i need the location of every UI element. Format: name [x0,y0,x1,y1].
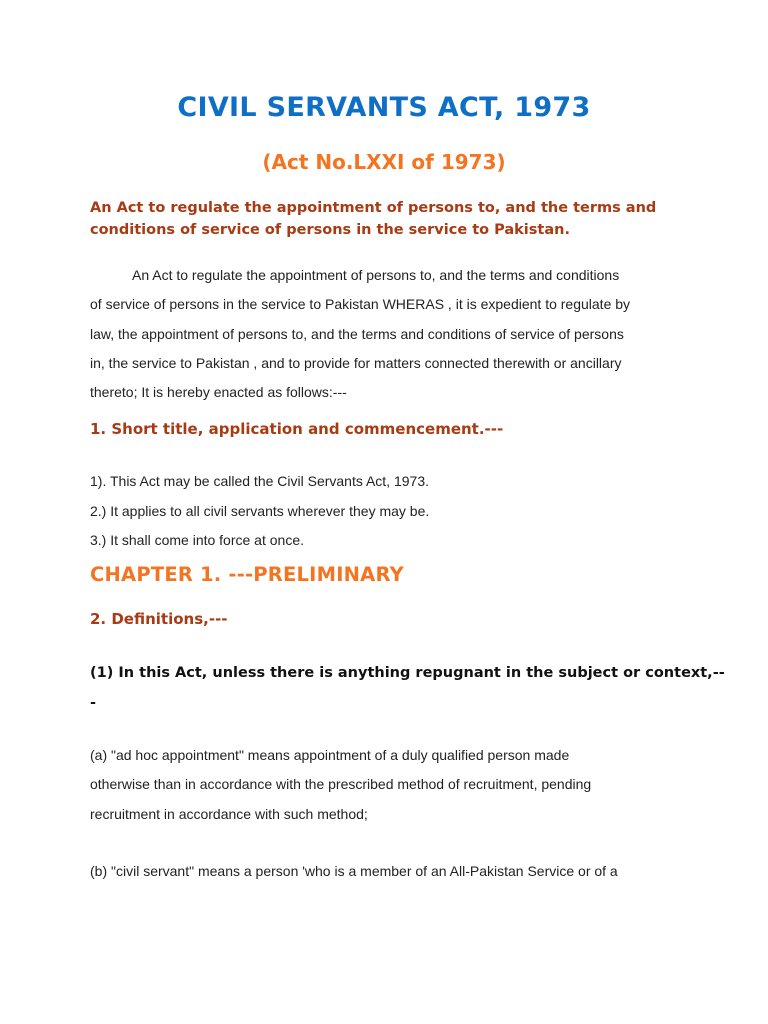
preamble-line: of service of persons in the service to Pakistan WHERAS , it is expedient to regulate by [90,296,631,313]
definition-line: (a) "ad hoc appointment" means appointment of a duly qualified person made [90,747,570,763]
document-subtitle: (Act No.LXXI of 1973) [262,150,506,174]
preamble-line: law, the appointment of persons to, and the terms and conditions of service of persons [90,325,624,342]
clause-line: - [90,695,97,711]
definition-line: recruitment in accordance with such method; [90,805,368,822]
document-title: CIVIL SERVANTS ACT, 1973 [177,92,591,123]
preamble-line: thereto; It is hereby enacted as follows:--- [90,384,347,401]
clause-1 [90,658,725,718]
act-summary [90,197,690,241]
definition-b [90,857,680,886]
definition-line: otherwise than in accordance with the prescribed method of recruitment, pending [90,776,592,793]
summary-line: An Act to regulate the appointment of persons to, and the terms and [90,200,657,216]
clause-line: (1) In this Act, unless there is anything repugnant in the subject or context,-- [90,665,725,681]
section-1-heading: 1. Short title, application and commencement.--- [90,420,504,438]
preamble-paragraph [90,261,680,407]
list-item: 2.) It applies to all civil servants wherever they may be. [90,502,430,519]
definition-line: (b) "civil servant" means a person 'who is a member of an All-Pakistan Service or of a [90,863,618,879]
section-2-heading: 2. Definitions,--- [90,610,228,628]
definition-a [90,741,680,829]
preamble-line: in, the service to Pakistan , and to provide for matters connected therewith or ancillary [90,354,622,371]
chapter-1-heading: CHAPTER 1. ---PRELIMINARY [90,563,404,586]
preamble-line: An Act to regulate the appointment of persons to, and the terms and conditions [132,267,620,283]
list-item: 1). This Act may be called the Civil Servants Act, 1973. [90,473,430,489]
list-item: 3.) It shall come into force at once. [90,532,304,548]
section-1-items [90,467,429,556]
summary-line: conditions of service of persons in the service to Pakistan. [90,222,570,238]
